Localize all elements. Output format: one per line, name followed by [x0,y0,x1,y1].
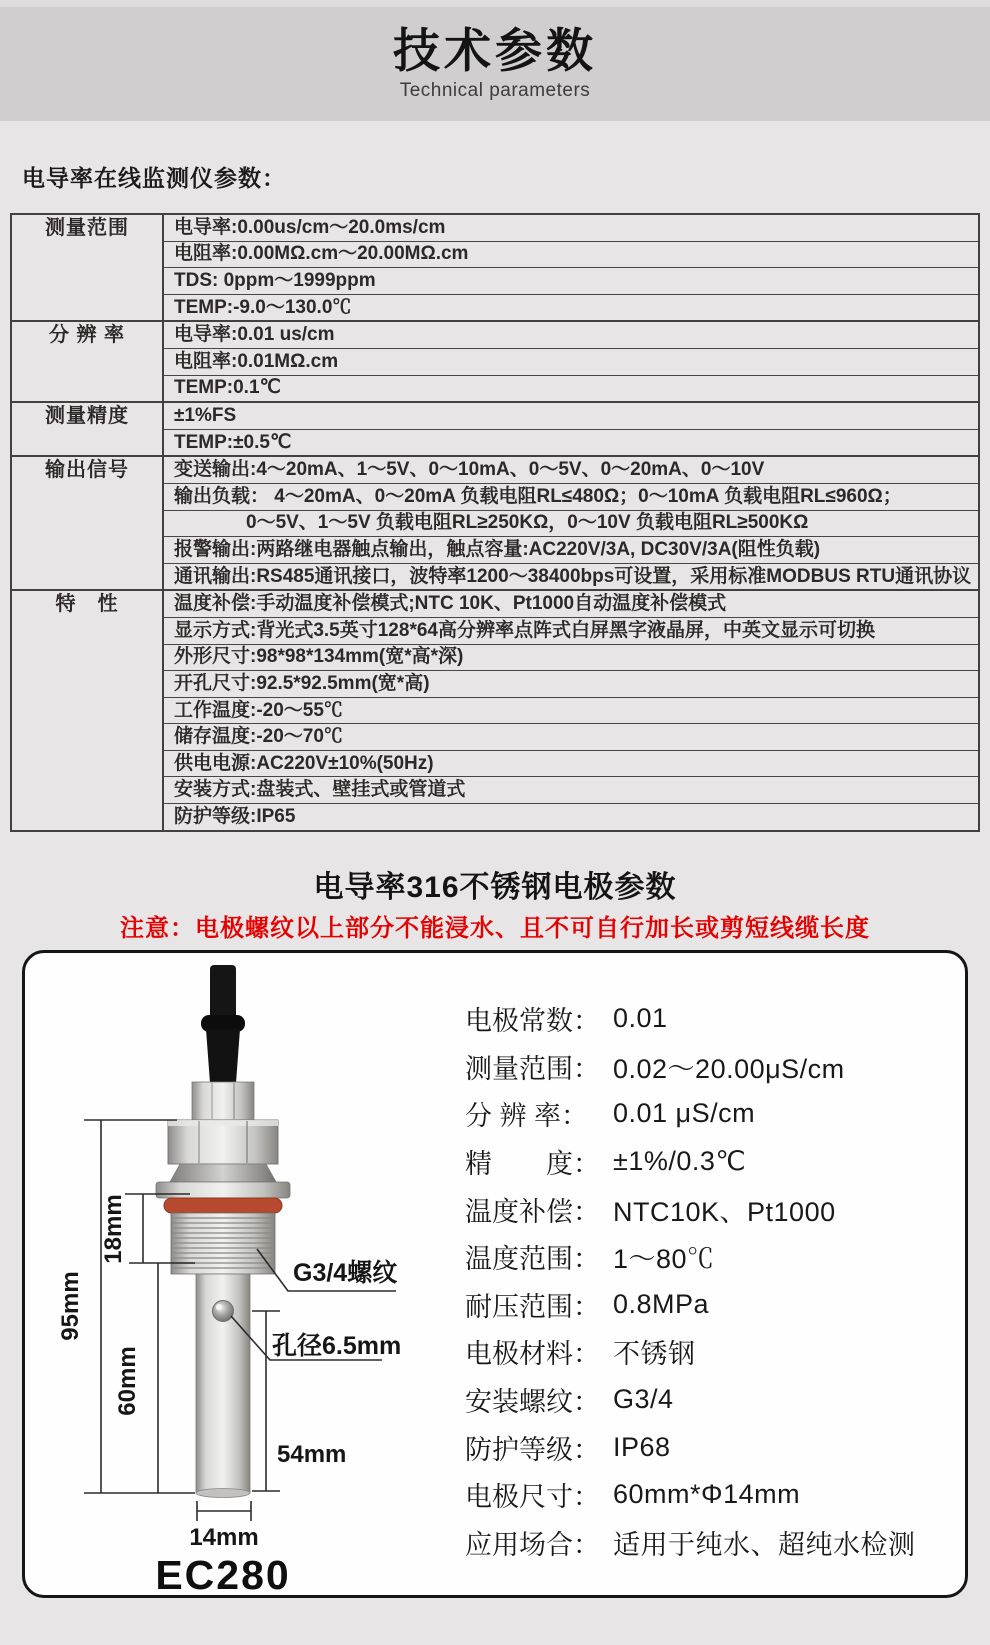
table-cell: 安装方式:盘装式、壁挂式或管道式 [163,777,979,804]
spec-row [465,1423,965,1471]
spec-row [465,1138,965,1186]
spec-label: 温度补偿： [465,1196,600,1227]
table-cell: TDS: 0ppm～1999ppm [163,268,979,295]
spec-value: NTC10K、Pt1000 [613,1196,836,1227]
electrode-specs-list [465,995,965,1566]
page-title: 技术参数 [393,24,597,77]
table-row [11,456,979,483]
spec-label: 分 辨 率： [465,1101,589,1132]
spec-value: 0.01 [613,1003,668,1034]
table-cell: 变送输出:4～20mA、1～5V、0～10mA、0～5V、0～20mA、0～10V [163,456,979,483]
spec-label: 电极材料： [465,1339,600,1370]
spec-row [465,1376,965,1424]
table-cell: 0～5V、1～5V 负载电阻RL≥250KΩ，0～10V 负载电阻RL≥500KΩ [163,510,979,537]
table-cell: TEMP:-9.0～130.0℃ [163,294,979,321]
group-label-features: 特 性 [11,590,163,830]
electrode-body-graphic [156,1082,290,1198]
spec-value: 1～80℃ [613,1244,715,1275]
spec-label: 温度范围： [465,1244,600,1275]
table-cell: ±1%FS [163,402,979,429]
o-ring-graphic [164,1198,282,1213]
group-label-resolution: 分 辨 率 [11,321,163,402]
page-subtitle: Technical parameters [399,79,591,101]
table-cell: 防护等级:IP65 [163,804,979,831]
table-cell: 显示方式:背光式3.5英寸128*64高分辨率点阵式白屏黑字液晶屏，中英文显示可切换 [163,617,979,644]
spec-row [465,1328,965,1376]
table-cell: 温度补偿:手动温度补偿模式;NTC 10K、Pt1000自动温度补偿模式 [163,590,979,617]
table-cell: TEMP:0.1℃ [163,375,979,402]
probe-shaft-graphic [196,1274,250,1498]
parameters-table [10,213,980,832]
spec-row [465,1233,965,1281]
spec-label: 精 度： [465,1149,600,1180]
spec-label: 防护等级： [465,1434,600,1465]
table-row [11,214,979,241]
group-label-accuracy: 测量精度 [11,402,163,456]
spec-label: 安装螺纹： [465,1387,600,1418]
spec-label: 应用场合： [465,1529,600,1560]
table-cell: 外形尺寸:98*98*134mm(宽*高*深) [163,644,979,671]
group-label-output-signal: 输出信号 [11,456,163,590]
dim-60mm-label: 60mm [114,1346,141,1416]
table-cell: 工作温度:-20～55℃ [163,697,979,724]
table-cell: 储存温度:-20～70℃ [163,724,979,751]
table-cell: 输出负载： 4～20mA、0～20mA 负载电阻RL≤480Ω；0～10mA 负载电阻RL≤960Ω； [163,483,979,510]
spec-label: 耐压范围： [465,1291,600,1322]
table-cell: 电导率:0.01 us/cm [163,321,979,348]
spec-row [465,1185,965,1233]
spec-value: ±1%/0.3℃ [613,1146,747,1177]
table-cell: 电阻率:0.01MΩ.cm [163,348,979,375]
spec-value: G3/4 [613,1384,674,1415]
table-cell: 通讯输出:RS485通讯接口，波特率1200～38400bps可设置，采用标准MODBUS RTU通讯协议 [163,563,979,590]
spec-row [465,1043,965,1091]
spec-row [465,1281,965,1329]
spec-value: IP68 [613,1431,671,1462]
electrode-diagram [25,953,455,1595]
section1-heading: 电导率在线监测仪参数： [22,165,286,191]
table-row [11,321,979,348]
spec-value: 0.02～20.00μS/cm [613,1053,845,1084]
header-band [0,7,990,121]
thread-annotation: G3/4螺纹 [293,1259,398,1287]
warning-note: 注意：电极螺纹以上部分不能浸水、且不可自行加长或剪短线缆长度 [120,915,870,942]
table-cell: 开孔尺寸:92.5*92.5mm(宽*高) [163,671,979,698]
table-row [11,402,979,429]
spec-value: 0.8MPa [613,1288,710,1319]
table-cell: 电阻率:0.00MΩ.cm～20.00MΩ.cm [163,241,979,268]
model-label: EC280 [155,1552,291,1595]
spec-value: 0.01 μS/cm [613,1098,756,1129]
table-cell: 电导率:0.00us/cm～20.0ms/cm [163,214,979,241]
spec-value: 60mm*Φ14mm [613,1479,801,1510]
dim-18mm-label: 18mm [100,1194,127,1264]
dim-14mm-label: 14mm [189,1524,259,1551]
hole-annotation: 孔径6.5mm [272,1332,402,1360]
spec-row [465,1090,965,1138]
table-cell: 报警输出:两路继电器触点输出，触点容量:AC220V/3A, DC30V/3A(阻性负载) [163,537,979,564]
group-label-measure-range: 测量范围 [11,214,163,321]
thread-graphic [171,1213,275,1274]
spec-label: 测量范围： [465,1053,600,1084]
dim-54mm-label: 54mm [277,1441,347,1468]
table-cell: 供电电源:AC220V±10%(50Hz) [163,750,979,777]
spec-row [465,1519,965,1567]
top-strip [0,0,990,7]
spec-row [465,1471,965,1519]
spec-label: 电极尺寸： [465,1482,600,1513]
dim-95mm-label: 95mm [57,1271,84,1341]
spec-row [465,995,965,1043]
table-cell: TEMP:±0.5℃ [163,429,979,456]
cable-graphic [201,965,245,1083]
section2-title: 电导率316不锈钢电极参数 [313,871,677,904]
spec-value: 不锈钢 [613,1339,696,1370]
electrode-card [22,950,968,1598]
table-row [11,590,979,617]
spec-label: 电极常数： [465,1006,600,1037]
spec-value: 适用于纯水、超纯水检测 [613,1529,916,1560]
